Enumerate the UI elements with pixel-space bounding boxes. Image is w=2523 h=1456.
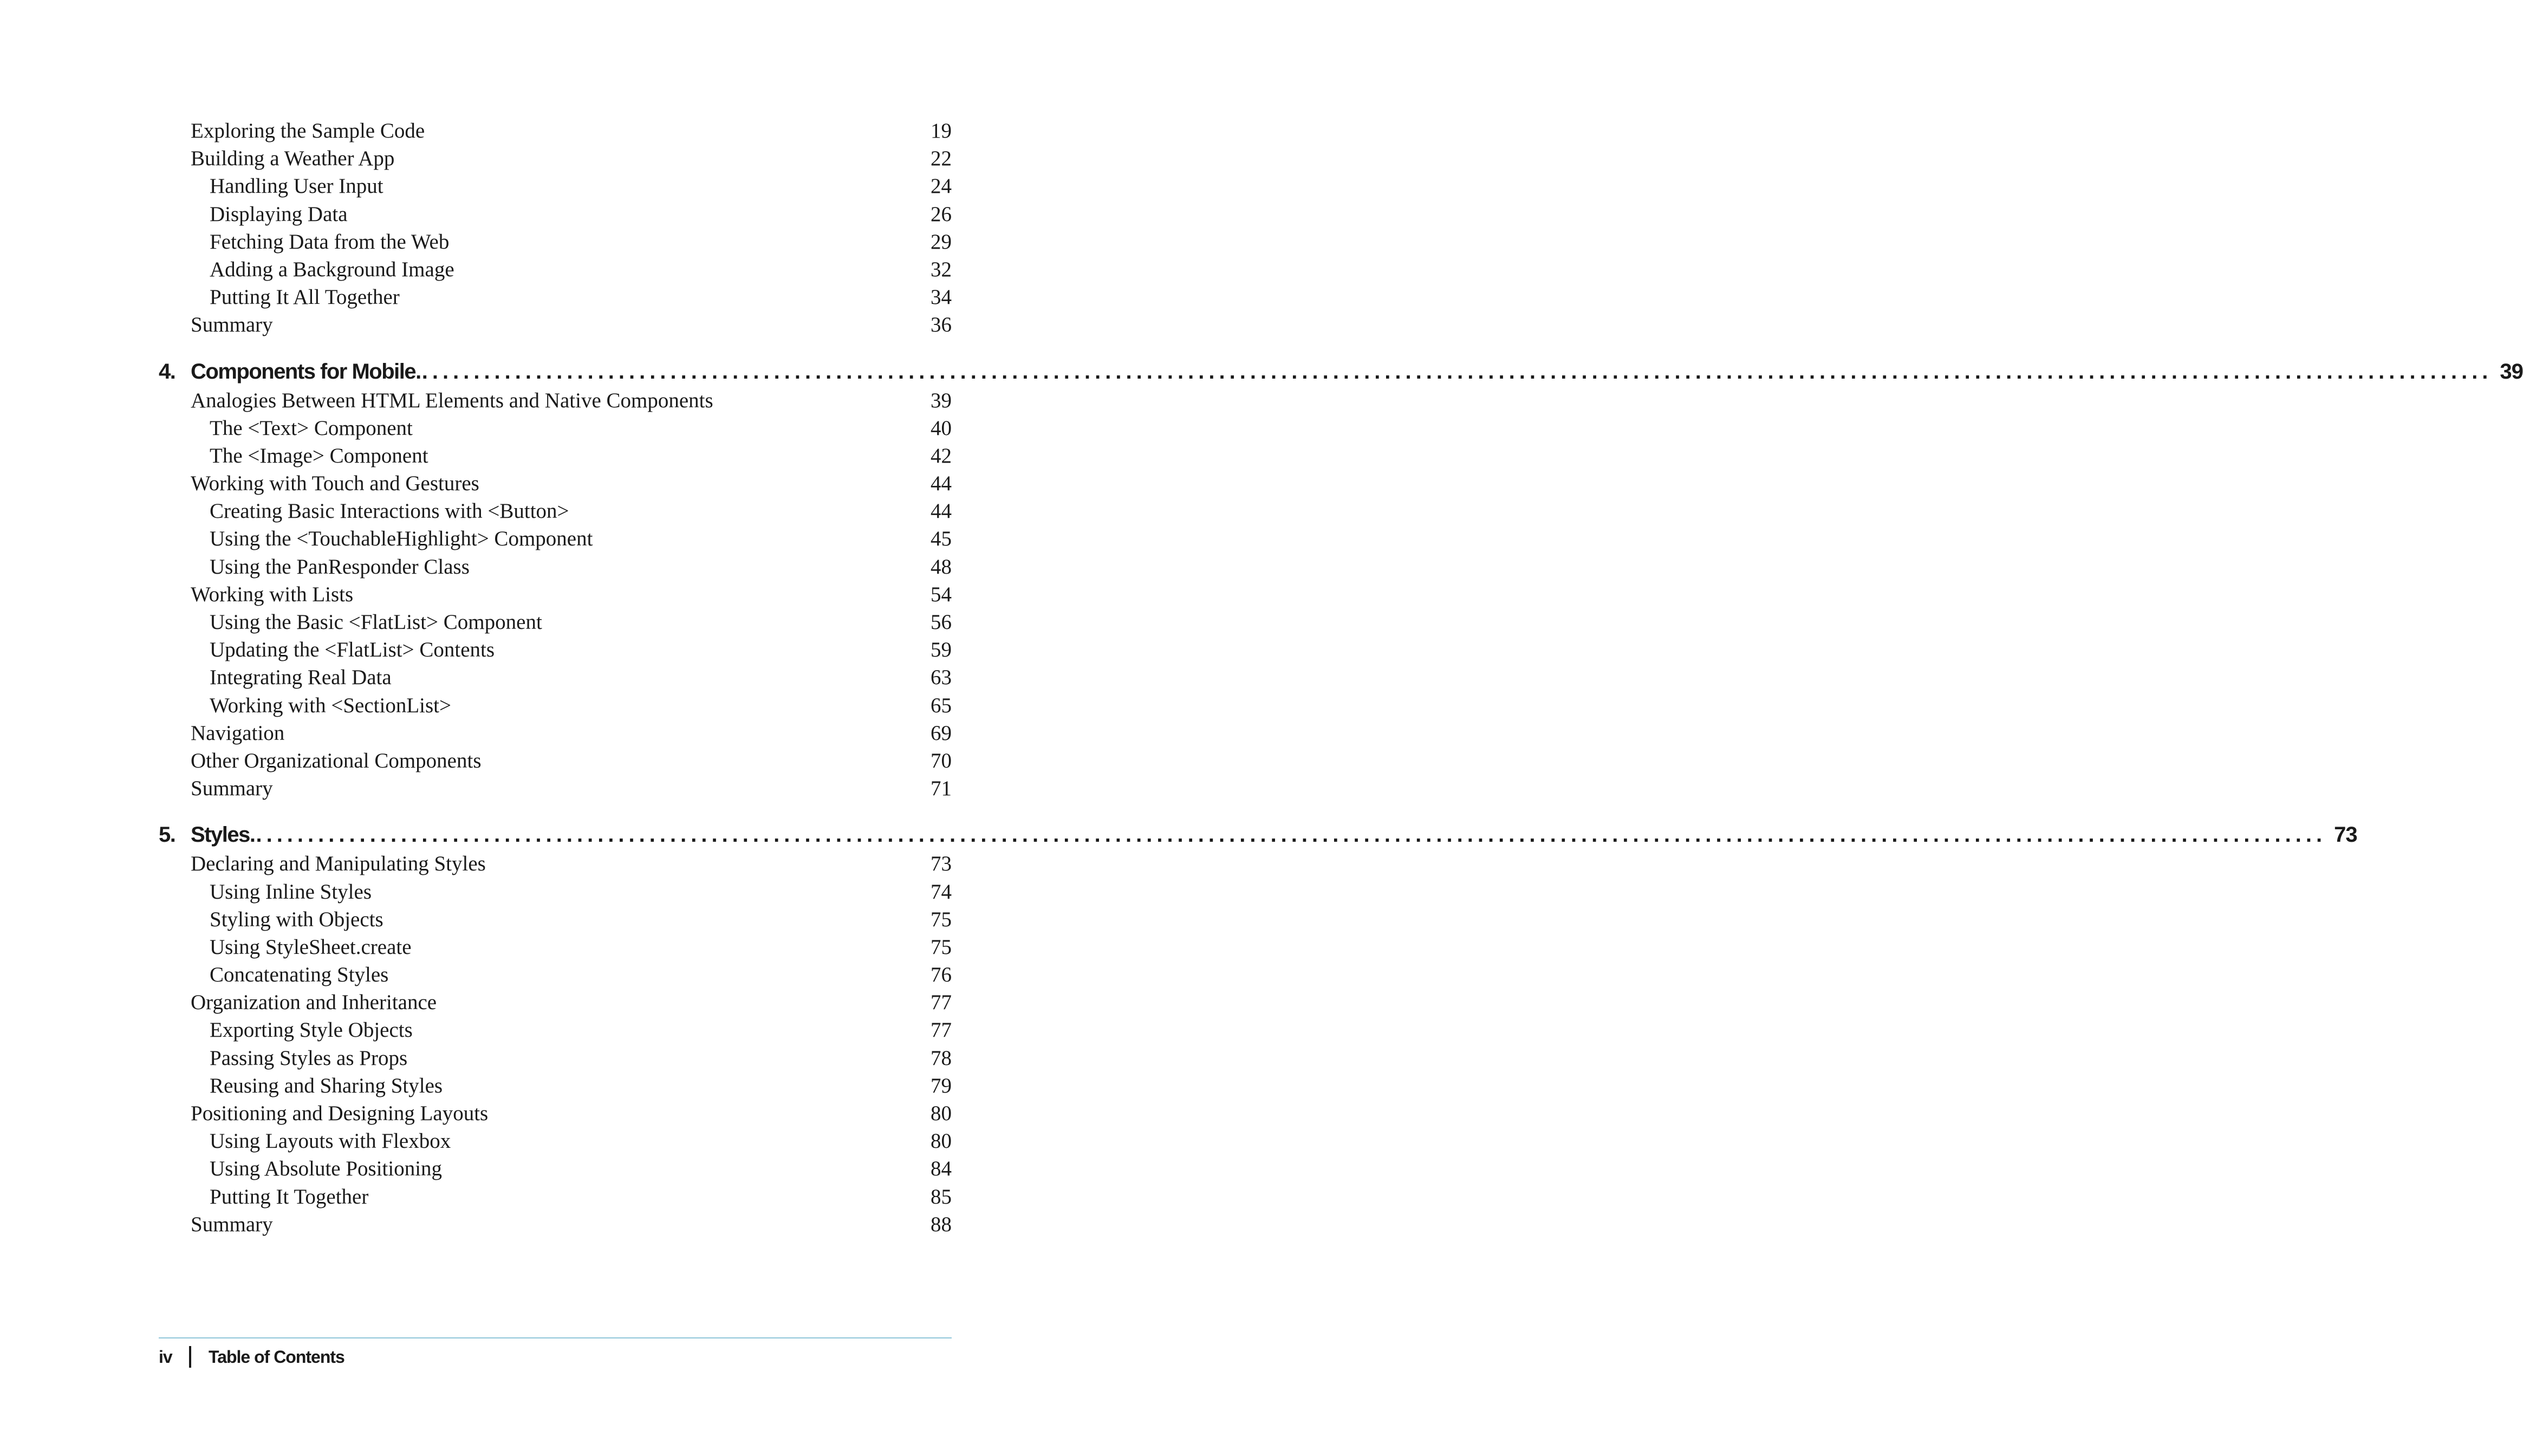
footer-section-title: Table of Contents: [209, 1347, 344, 1367]
entry-page-number: 71: [931, 777, 952, 801]
entry-page-number: 44: [931, 472, 952, 496]
entry-title: Fetching Data from the Web: [210, 230, 450, 253]
entry-title: The <Image> Component: [210, 444, 428, 467]
toc-section-entry[interactable]: [159, 850, 952, 877]
entry-title: Summary: [191, 777, 273, 801]
entry-page-number: 42: [931, 444, 952, 467]
entry-title: Using Absolute Positioning: [210, 1157, 443, 1181]
toc-section-entry[interactable]: [159, 747, 952, 775]
chapter-page-number: 73: [2334, 823, 2357, 847]
chapter-page-number: 39: [2500, 359, 2523, 384]
toc-subsection-entry[interactable]: [159, 906, 952, 933]
footer-rule: [159, 1337, 952, 1338]
entry-title: Using Layouts with Flexbox: [210, 1129, 451, 1153]
toc-subsection-entry[interactable]: [159, 1016, 952, 1044]
entry-title: The <Text> Component: [210, 416, 413, 440]
toc-group: [159, 820, 2357, 1238]
entry-page-number: 44: [931, 499, 952, 523]
toc-subsection-entry[interactable]: [159, 1155, 952, 1182]
entry-title: Putting It Together: [210, 1185, 369, 1208]
dot-leader: ........................................................................................................................................................................................................: [256, 823, 2327, 847]
entry-page-number: 69: [931, 721, 952, 745]
entry-title: Positioning and Designing Layouts: [191, 1102, 489, 1125]
entry-page-number: 70: [931, 749, 952, 772]
entry-title: Handling User Input: [210, 174, 383, 198]
footer-page-number: iv: [159, 1347, 172, 1367]
toc-section-entry[interactable]: [159, 145, 952, 172]
entry-page-number: 36: [931, 313, 952, 337]
toc-subsection-entry[interactable]: [159, 442, 952, 470]
entry-page-number: 29: [931, 230, 952, 253]
chapter-title: Styles.: [191, 823, 255, 847]
toc-subsection-entry[interactable]: [159, 172, 952, 200]
entry-title: Working with <SectionList>: [210, 693, 451, 717]
toc-subsection-entry[interactable]: [159, 1044, 952, 1072]
toc-subsection-entry[interactable]: [159, 1072, 952, 1100]
entry-page-number: 78: [931, 1046, 952, 1070]
entry-title: Exploring the Sample Code: [191, 119, 425, 142]
toc-section-entry[interactable]: [159, 117, 952, 145]
toc-subsection-entry[interactable]: [159, 200, 952, 228]
chapter-heading[interactable]: [159, 820, 2357, 850]
toc-section-entry[interactable]: [159, 470, 952, 497]
entry-page-number: 19: [931, 119, 952, 142]
toc-subsection-entry[interactable]: [159, 1183, 952, 1211]
entry-title: Declaring and Manipulating Styles: [191, 852, 486, 876]
toc-subsection-entry[interactable]: [159, 961, 952, 989]
entry-title: Organization and Inheritance: [191, 991, 437, 1015]
entry-title: Working with Touch and Gestures: [191, 472, 479, 496]
entry-page-number: 75: [931, 935, 952, 959]
entry-title: Working with Lists: [191, 582, 354, 606]
table-of-contents: [159, 117, 2523, 1238]
entry-page-number: 75: [931, 907, 952, 931]
toc-section-entry[interactable]: [159, 387, 952, 414]
toc-group: [159, 356, 2523, 803]
toc-subsection-entry[interactable]: [159, 933, 952, 961]
entry-title: Analogies Between HTML Elements and Native Components: [191, 388, 713, 412]
entry-title: Integrating Real Data: [210, 666, 392, 690]
entry-page-number: 54: [931, 582, 952, 606]
toc-subsection-entry[interactable]: [159, 283, 952, 311]
entry-page-number: 48: [931, 555, 952, 578]
entry-title: Adding a Background Image: [210, 257, 454, 281]
entry-title: Concatenating Styles: [210, 963, 389, 987]
entry-page-number: 34: [931, 285, 952, 309]
toc-subsection-entry[interactable]: [159, 692, 952, 719]
entry-page-number: 22: [931, 147, 952, 171]
toc-section-entry[interactable]: [159, 1211, 952, 1238]
entry-title: Styling with Objects: [210, 907, 383, 931]
entry-title: Summary: [191, 313, 273, 337]
entry-page-number: 76: [931, 963, 952, 987]
chapter-number: 5.: [159, 823, 175, 847]
entry-title: Displaying Data: [210, 202, 348, 226]
entry-page-number: 80: [931, 1129, 952, 1153]
entry-title: Using the <TouchableHighlight> Component: [210, 527, 593, 551]
entry-page-number: 74: [931, 880, 952, 903]
toc-section-entry[interactable]: [159, 989, 952, 1016]
toc-subsection-entry[interactable]: [159, 636, 952, 664]
chapter-title: Components for Mobile.: [191, 359, 421, 384]
entry-page-number: 24: [931, 174, 952, 198]
toc-subsection-entry[interactable]: [159, 414, 952, 442]
toc-section-entry[interactable]: [159, 311, 952, 339]
entry-page-number: 56: [931, 610, 952, 634]
dot-leader: ........................................................................................................................................................................................................: [421, 359, 2493, 384]
entry-title: Updating the <FlatList> Contents: [210, 638, 495, 662]
entry-page-number: 88: [931, 1212, 952, 1236]
entry-page-number: 77: [931, 991, 952, 1015]
toc-section-entry[interactable]: [159, 775, 952, 802]
chapter-heading[interactable]: [159, 356, 2523, 387]
toc-group: [159, 117, 952, 339]
entry-page-number: 63: [931, 666, 952, 690]
toc-subsection-entry[interactable]: [159, 664, 952, 691]
entry-title: Building a Weather App: [191, 147, 395, 171]
toc-section-entry[interactable]: [159, 581, 952, 608]
entry-title: Using Inline Styles: [210, 880, 372, 903]
entry-page-number: 59: [931, 638, 952, 662]
entry-page-number: 77: [931, 1018, 952, 1042]
entry-title: Using the Basic <FlatList> Component: [210, 610, 542, 634]
entry-page-number: 65: [931, 693, 952, 717]
entry-page-number: 79: [931, 1074, 952, 1097]
entry-page-number: 26: [931, 202, 952, 226]
chapter-number: 4.: [159, 359, 175, 384]
entry-page-number: 85: [931, 1185, 952, 1208]
toc-section-entry[interactable]: [159, 719, 952, 747]
entry-title: Putting It All Together: [210, 285, 400, 309]
entry-page-number: 73: [931, 852, 952, 876]
entry-page-number: 80: [931, 1102, 952, 1125]
page-footer: [159, 1343, 344, 1370]
toc-subsection-entry[interactable]: [159, 553, 952, 581]
entry-title: Reusing and Sharing Styles: [210, 1074, 443, 1097]
entry-page-number: 39: [931, 388, 952, 412]
toc-subsection-entry[interactable]: [159, 497, 952, 525]
entry-title: Navigation: [191, 721, 285, 745]
toc-subsection-entry[interactable]: [159, 256, 952, 283]
entry-page-number: 84: [931, 1157, 952, 1181]
entry-title: Other Organizational Components: [191, 749, 482, 772]
entry-page-number: 45: [931, 527, 952, 551]
toc-subsection-entry[interactable]: [159, 608, 952, 636]
entry-title: Creating Basic Interactions with <Button>: [210, 499, 569, 523]
entry-title: Using StyleSheet.create: [210, 935, 412, 959]
entry-title: Summary: [191, 1212, 273, 1236]
toc-subsection-entry[interactable]: [159, 525, 952, 552]
toc-subsection-entry[interactable]: [159, 228, 952, 256]
entry-page-number: 32: [931, 257, 952, 281]
footer-separator: [189, 1346, 191, 1368]
toc-section-entry[interactable]: [159, 1100, 952, 1127]
toc-subsection-entry[interactable]: [159, 878, 952, 906]
entry-title: Passing Styles as Props: [210, 1046, 408, 1070]
entry-title: Using the PanResponder Class: [210, 555, 470, 578]
entry-title: Exporting Style Objects: [210, 1018, 413, 1042]
entry-page-number: 40: [931, 416, 952, 440]
toc-subsection-entry[interactable]: [159, 1127, 952, 1155]
